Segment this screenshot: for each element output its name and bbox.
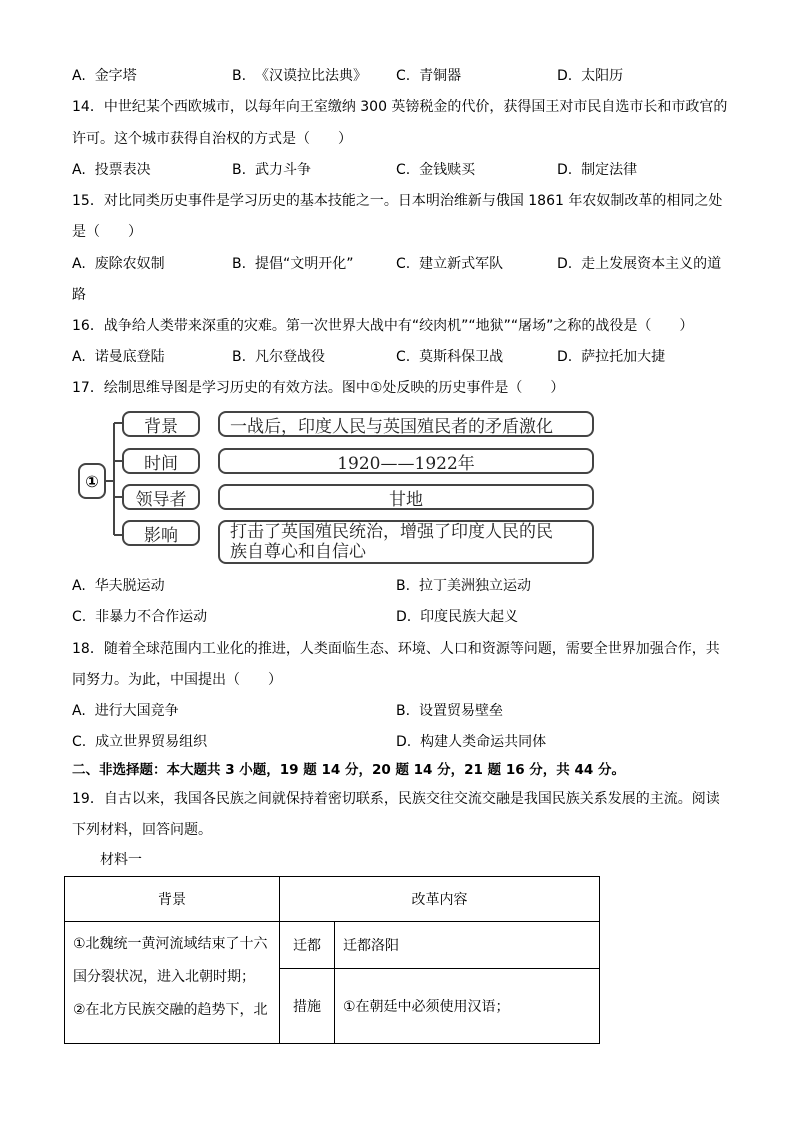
q16-option-c[interactable]: C. 莫斯科保卫战 (396, 349, 504, 365)
connector-lines (106, 423, 122, 535)
q18-option-d[interactable]: D. 构建人类命运共同体 (396, 734, 547, 750)
table-header-row (65, 877, 600, 922)
q15-option-d-continuation: 路 (72, 287, 86, 303)
q18-stem-line2: 同努力。为此，中国提出（ ） (72, 672, 282, 688)
q14-option-a[interactable]: A. 投票表决 (72, 162, 151, 178)
mind-map-label-background: 背景 (122, 411, 200, 437)
mind-map-label-impact: 影响 (122, 520, 200, 546)
row-value-capital: 迁都洛阳 (335, 922, 600, 969)
mind-map-content-impact: 打击了英国殖民统治，增强了印度人民的民 族自尊心和自信心 (218, 520, 594, 564)
q14-option-d[interactable]: D. 制定法律 (557, 162, 638, 178)
q13-option-c[interactable]: C. 青铜器 (396, 68, 462, 84)
mind-map-root: ① (78, 463, 106, 499)
q14-stem-line1: 14．中世纪某个西欧城市，以每年向王室缴纳 300 英镑税金的代价，获得国王对市民自选市长和市政官的 (72, 99, 728, 115)
mind-map-content-time: 1920——1922年 (218, 448, 594, 474)
q13-option-d[interactable]: D. 太阳历 (557, 68, 624, 84)
q13-option-b[interactable]: B. 《汉谟拉比法典》 (232, 68, 367, 84)
q18-option-a[interactable]: A. 进行大国竞争 (72, 703, 179, 719)
q16-stem: 16．战争给人类带来深重的灾难。第一次世界大战中有“绞肉机”“地狱”“屠场”之称的战役是（ ） (72, 318, 694, 334)
q19-stem-line1: 19．自古以来，我国各民族之间就保持着密切联系，民族交往交流交融是我国民族关系发展的主流。阅读 (72, 791, 720, 807)
table-row (65, 922, 600, 969)
q14-stem-line2: 许可。这个城市获得自治权的方式是（ ） (72, 131, 352, 147)
background-cell: ①北魏统一黄河流域结束了十六 国分裂状况，进入北朝时期； ②在北方民族交融的趋势下，北 (65, 922, 280, 1044)
mind-map-label-leader: 领导者 (122, 484, 200, 510)
q18-option-c[interactable]: C. 成立世界贸易组织 (72, 734, 208, 750)
q17-stem: 17．绘制思维导图是学习历史的有效方法。图中①处反映的历史事件是（ ） (72, 380, 565, 396)
row-key-measures: 措施 (280, 969, 335, 1044)
q17-option-a[interactable]: A. 华夫脱运动 (72, 578, 165, 594)
q18-stem-line1: 18．随着全球范围内工业化的推进，人类面临生态、环境、人口和资源等问题，需要全世界加强合作，共 (72, 641, 720, 657)
q16-option-d[interactable]: D. 萨拉托加大捷 (557, 349, 666, 365)
q15-option-a[interactable]: A. 废除农奴制 (72, 256, 165, 272)
q15-stem-line1: 15．对比同类历史事件是学习历史的基本技能之一。日本明治维新与俄国 1861 年农奴制改革的相同之处 (72, 193, 723, 209)
q15-option-d[interactable]: D. 走上发展资本主义的道 (557, 256, 722, 272)
section-2-heading: 二、非选择题：本大题共 3 小题，19 题 14 分，20 题 14 分，21 题 16 分，共 44 分。 (72, 762, 625, 778)
q15-stem-line2: 是（ ） (72, 224, 142, 240)
q16-option-a[interactable]: A. 诺曼底登陆 (72, 349, 165, 365)
mind-map (74, 409, 604, 569)
mind-map-label-time: 时间 (122, 448, 200, 474)
q17-option-d[interactable]: D. 印度民族大起义 (396, 609, 519, 625)
q16-option-b[interactable]: B. 凡尔登战役 (232, 349, 325, 365)
header-background: 背景 (65, 877, 280, 922)
q14-option-b[interactable]: B. 武力斗争 (232, 162, 311, 178)
mind-map-content-leader: 甘地 (218, 484, 594, 510)
q15-option-c[interactable]: C. 建立新式军队 (396, 256, 504, 272)
row-value-measures: ①在朝廷中必须使用汉语； (335, 969, 600, 1044)
row-key-capital: 迁都 (280, 922, 335, 969)
q17-option-b[interactable]: B. 拉丁美洲独立运动 (396, 578, 531, 594)
q13-option-a[interactable]: A. 金字塔 (72, 68, 137, 84)
material-label: 材料一 (100, 852, 142, 868)
q14-option-c[interactable]: C. 金钱赎买 (396, 162, 476, 178)
mind-map-content-background: 一战后，印度人民与英国殖民者的矛盾激化 (218, 411, 594, 437)
q17-option-c[interactable]: C. 非暴力不合作运动 (72, 609, 208, 625)
q18-option-b[interactable]: B. 设置贸易壁垒 (396, 703, 503, 719)
q15-option-b[interactable]: B. 提倡“文明开化” (232, 256, 354, 272)
material-table (64, 876, 600, 1044)
q19-stem-line2: 下列材料，回答问题。 (72, 822, 212, 838)
header-reform-content: 改革内容 (280, 877, 600, 922)
